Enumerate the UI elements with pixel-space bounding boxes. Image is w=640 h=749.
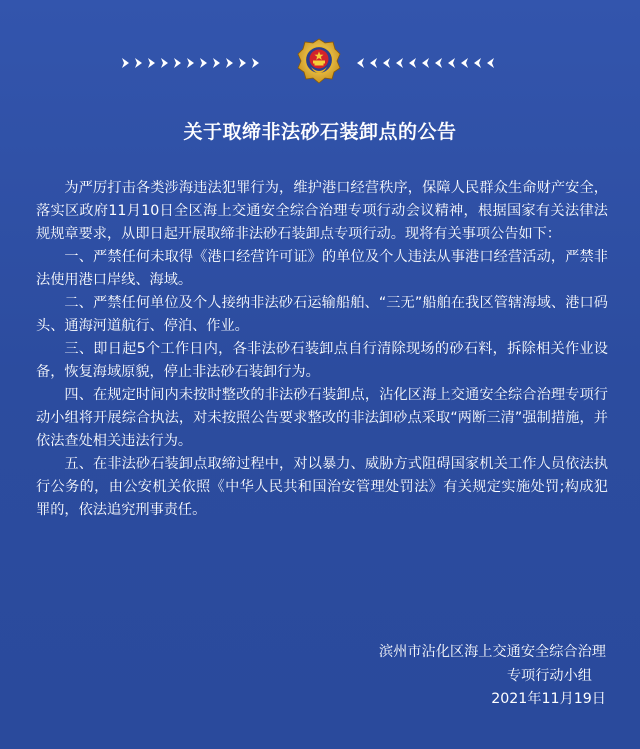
chevron-left-icon: [381, 57, 392, 69]
chevron-right-icon: [146, 57, 157, 69]
paragraph-item-2: 二、严禁任何单位及个人接纳非法砂石运输船舶、“三无”船舶在我区管辖海域、港口码头、通海河道航行、停泊、作业。: [36, 295, 608, 334]
chevron-right-icon: [250, 57, 261, 69]
chevron-right-icon: [159, 57, 170, 69]
right-arrow-decoration: [355, 57, 496, 69]
signature-unit-line2: 专项行动小组: [506, 667, 592, 684]
paragraph-intro: 为严厉打击各类涉海违法犯罪行为，维护港口经营秩序，保障人民群众生命财产安全， 落实区政府11月10日全区海上交通安全综合治理专项行动会议精神，根据国家有关法律法规规章要求，从即日起开展取缔非法砂石装卸点专项行动。现将有关事项公告如下：: [36, 180, 608, 242]
chevron-left-icon: [446, 57, 457, 69]
chevron-right-icon: [224, 57, 235, 69]
paragraph-item-3: 三、即日起5个工作日内，各非法砂石装卸点自行清除现场的砂石料，拆除相关作业设备，恢复海域原貌，停止非法砂石装卸行为。: [36, 341, 608, 380]
chevron-right-icon: [211, 57, 222, 69]
chevron-left-icon: [433, 57, 444, 69]
signature-date: 2021年11月19日: [491, 691, 606, 707]
chevron-left-icon: [420, 57, 431, 69]
signature-block: [379, 641, 606, 712]
chevron-left-icon: [394, 57, 405, 69]
chevron-right-icon: [198, 57, 209, 69]
chevron-left-icon: [407, 57, 418, 69]
chevron-right-icon: [172, 57, 183, 69]
paragraph-item-4: 四、在规定时间内未按时整改的非法砂石装卸点，沾化区海上交通安全综合治理专项行动小组将开展综合执法，对未按照公告要求整改的非法卸砂点采取“两断三清”强制措施，并依法查处相关违法行为。: [36, 387, 608, 449]
announcement-title: 关于取缔非法砂石装卸点的公告: [183, 121, 457, 143]
chevron-right-icon: [185, 57, 196, 69]
left-arrow-decoration: [120, 57, 261, 69]
police-emblem-icon: [296, 37, 342, 85]
chevron-right-icon: [133, 57, 144, 69]
signature-unit-line1: 滨州市沾化区海上交通安全综合治理: [378, 644, 606, 660]
chevron-right-icon: [237, 57, 248, 69]
chevron-left-icon: [485, 57, 496, 69]
paragraph-item-5: 五、在非法砂石装卸点取缔过程中，对以暴力、威胁方式阻碍国家机关工作人员依法执行公务的，由公安机关依照《中华人民共和国治安管理处罚法》有关规定实施处罚;构成犯罪的，依法追究刑事责任。: [36, 456, 608, 518]
announcement-body: [36, 177, 608, 522]
chevron-right-icon: [120, 57, 131, 69]
chevron-left-icon: [355, 57, 366, 69]
chevron-left-icon: [368, 57, 379, 69]
chevron-left-icon: [459, 57, 470, 69]
chevron-left-icon: [472, 57, 483, 69]
paragraph-item-1: 一、严禁任何未取得《港口经营许可证》的单位及个人违法从事港口经营活动，严禁非法使用港口岸线、海域。: [36, 249, 608, 288]
